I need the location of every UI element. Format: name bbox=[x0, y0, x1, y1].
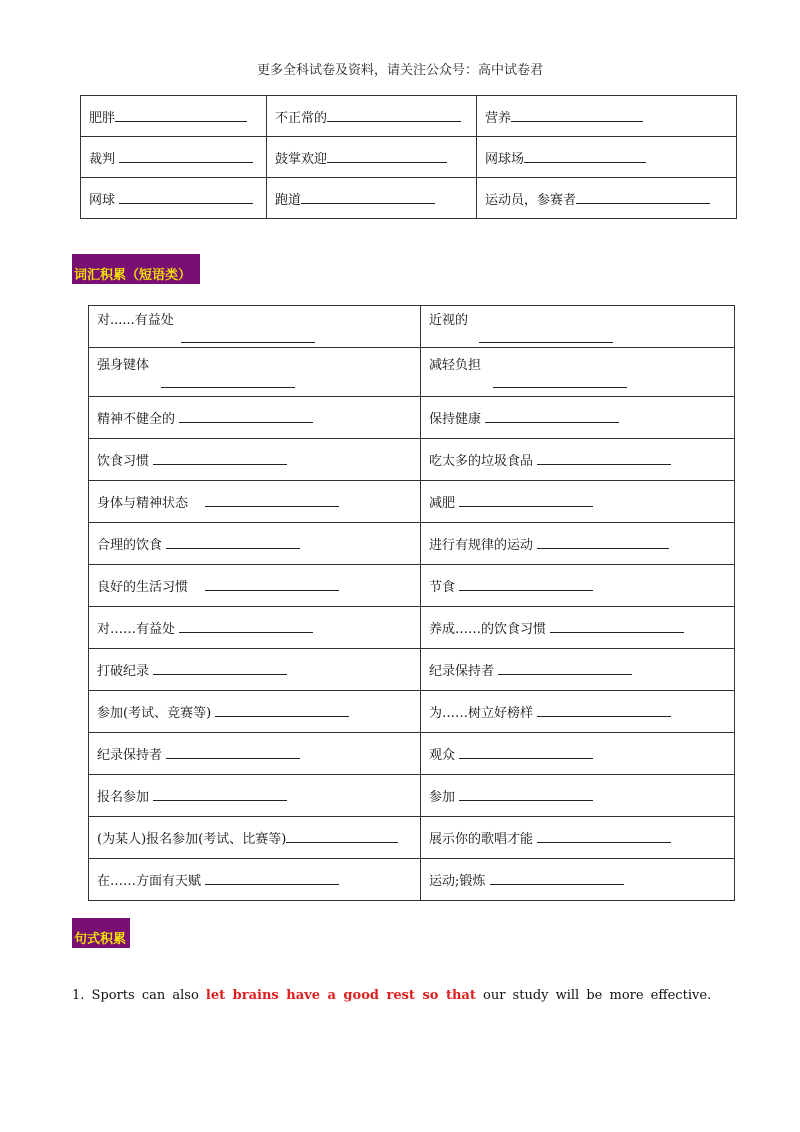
answer-blank[interactable] bbox=[576, 191, 710, 204]
vocab-term: 纪录保持者 bbox=[429, 664, 495, 679]
vocab-term: 合理的饮食 bbox=[97, 538, 163, 553]
vocab-term: 在……方面有天赋 bbox=[97, 874, 202, 889]
answer-blank[interactable] bbox=[119, 191, 253, 204]
table-row bbox=[89, 481, 735, 523]
vocab-cell bbox=[267, 137, 477, 178]
table-row bbox=[81, 96, 737, 137]
vocab-term: 近视的 bbox=[429, 313, 469, 328]
answer-blank[interactable] bbox=[166, 746, 300, 759]
answer-blank[interactable] bbox=[459, 788, 593, 801]
vocab-term: 网球场 bbox=[485, 151, 525, 167]
vocab-cell bbox=[81, 137, 267, 178]
vocab-term: 保持健康 bbox=[429, 412, 482, 427]
vocab-cell bbox=[421, 733, 735, 775]
vocab-term: 展示你的歌唱才能 bbox=[429, 832, 534, 847]
vocab-cell bbox=[89, 565, 421, 607]
table-row bbox=[89, 775, 735, 817]
vocab-cell bbox=[421, 691, 735, 733]
answer-blank[interactable] bbox=[511, 109, 643, 122]
answer-blank[interactable] bbox=[179, 620, 313, 633]
answer-blank[interactable] bbox=[286, 830, 398, 843]
answer-blank[interactable] bbox=[153, 788, 287, 801]
vocab-cell bbox=[421, 348, 735, 397]
vocab-term: 饮食习惯 bbox=[97, 454, 150, 469]
vocab-cell bbox=[421, 439, 735, 481]
vocab-term: 营养 bbox=[485, 110, 512, 126]
table-row bbox=[89, 397, 735, 439]
vocab-term: 吃太多的垃圾食品 bbox=[429, 454, 534, 469]
vocab-cell bbox=[477, 96, 737, 137]
vocab-term: 跑道 bbox=[275, 192, 302, 208]
vocab-term: 网球 bbox=[89, 192, 116, 208]
answer-blank[interactable] bbox=[115, 109, 247, 122]
table-row bbox=[89, 817, 735, 859]
vocab-term: 精神不健全的 bbox=[97, 412, 176, 427]
vocab-term: 观众 bbox=[429, 748, 456, 763]
answer-blank[interactable] bbox=[153, 452, 287, 465]
table-row bbox=[81, 178, 737, 219]
table-row bbox=[89, 306, 735, 348]
answer-blank[interactable] bbox=[181, 330, 315, 343]
answer-blank[interactable] bbox=[327, 150, 447, 163]
table-row bbox=[89, 691, 735, 733]
vocab-cell bbox=[477, 178, 737, 219]
vocab-cell bbox=[421, 817, 735, 859]
answer-blank[interactable] bbox=[493, 375, 627, 388]
answer-blank[interactable] bbox=[459, 746, 593, 759]
sentence-highlight: let brains have a good rest so that bbox=[205, 988, 476, 1003]
vocab-term: 对......有益处 bbox=[97, 313, 174, 328]
vocab-cell bbox=[89, 733, 421, 775]
vocab-term: 减肥 bbox=[429, 496, 456, 511]
answer-blank[interactable] bbox=[301, 191, 435, 204]
vocab-term: 参加 bbox=[429, 790, 456, 805]
vocab-table-phrases bbox=[88, 305, 735, 901]
vocab-cell bbox=[421, 397, 735, 439]
answer-blank[interactable] bbox=[490, 872, 624, 885]
vocab-cell bbox=[89, 523, 421, 565]
vocab-cell bbox=[477, 137, 737, 178]
answer-blank[interactable] bbox=[179, 410, 313, 423]
vocab-term: 报名参加 bbox=[97, 790, 150, 805]
table-row bbox=[81, 137, 737, 178]
vocab-cell bbox=[89, 649, 421, 691]
vocab-cell bbox=[421, 565, 735, 607]
answer-blank[interactable] bbox=[550, 620, 684, 633]
vocab-cell bbox=[421, 481, 735, 523]
answer-blank[interactable] bbox=[537, 536, 669, 549]
table-row bbox=[89, 523, 735, 565]
vocab-cell bbox=[421, 775, 735, 817]
answer-blank[interactable] bbox=[205, 578, 339, 591]
vocab-term: 运动;锻炼 bbox=[429, 874, 486, 889]
vocab-term: 打破纪录 bbox=[97, 664, 150, 679]
vocab-cell bbox=[89, 439, 421, 481]
answer-blank[interactable] bbox=[479, 330, 613, 343]
table-row bbox=[89, 439, 735, 481]
vocab-cell bbox=[89, 348, 421, 397]
answer-blank[interactable] bbox=[537, 830, 671, 843]
answer-blank[interactable] bbox=[537, 452, 671, 465]
table-row bbox=[89, 607, 735, 649]
vocab-term: 纪录保持者 bbox=[97, 748, 163, 763]
answer-blank[interactable] bbox=[327, 109, 461, 122]
vocab-term: 对……有益处 bbox=[97, 622, 176, 637]
vocab-cell bbox=[89, 859, 421, 901]
vocab-cell bbox=[81, 178, 267, 219]
vocab-cell bbox=[81, 96, 267, 137]
section-title-phrases: 词汇积累（短语类） bbox=[72, 254, 200, 284]
vocab-cell bbox=[89, 306, 421, 348]
vocab-cell bbox=[89, 691, 421, 733]
vocab-cell bbox=[421, 649, 735, 691]
answer-blank[interactable] bbox=[205, 872, 339, 885]
vocab-term: 参加(考试、竞赛等) bbox=[97, 706, 212, 721]
answer-blank[interactable] bbox=[205, 494, 339, 507]
vocab-term: 节食 bbox=[429, 580, 456, 595]
vocab-cell bbox=[89, 607, 421, 649]
vocab-term: 鼓掌欢迎 bbox=[275, 151, 328, 167]
vocab-term: 运动员，参赛者 bbox=[485, 192, 577, 208]
table-row bbox=[89, 859, 735, 901]
vocab-cell bbox=[89, 481, 421, 523]
vocab-cell bbox=[267, 178, 477, 219]
vocab-cell bbox=[267, 96, 477, 137]
answer-blank[interactable] bbox=[498, 662, 632, 675]
vocab-table-words bbox=[80, 95, 737, 219]
vocab-term: 进行有规律的运动 bbox=[429, 538, 534, 553]
vocab-term: 强身键体 bbox=[97, 358, 150, 373]
answer-blank[interactable] bbox=[161, 375, 295, 388]
answer-blank[interactable] bbox=[166, 536, 300, 549]
answer-blank[interactable] bbox=[459, 494, 593, 507]
sentence-prefix: 1. Sports can also bbox=[72, 988, 199, 1003]
table-row bbox=[89, 649, 735, 691]
vocab-cell bbox=[421, 523, 735, 565]
example-sentence bbox=[72, 988, 711, 1003]
vocab-cell bbox=[89, 775, 421, 817]
answer-blank[interactable] bbox=[485, 410, 619, 423]
answer-blank[interactable] bbox=[119, 150, 253, 163]
page-header: 更多全科试卷及资料，请关注公众号：高中试卷君 bbox=[256, 63, 543, 78]
vocab-cell bbox=[421, 306, 735, 348]
vocab-term: (为某人)报名参加(考试、比赛等) bbox=[97, 832, 287, 847]
answer-blank[interactable] bbox=[524, 150, 646, 163]
vocab-cell bbox=[89, 397, 421, 439]
answer-blank[interactable] bbox=[537, 704, 671, 717]
table-row bbox=[89, 565, 735, 607]
answer-blank[interactable] bbox=[215, 704, 349, 717]
vocab-term: 为……树立好榜样 bbox=[429, 706, 534, 721]
vocab-term: 养成……的饮食习惯 bbox=[429, 622, 547, 637]
section-title-sentences: 句式积累 bbox=[72, 918, 130, 948]
table-row bbox=[89, 733, 735, 775]
vocab-term: 身体与精神状态 bbox=[97, 496, 189, 511]
answer-blank[interactable] bbox=[459, 578, 593, 591]
vocab-term: 减轻负担 bbox=[429, 358, 482, 373]
vocab-term: 不正常的 bbox=[275, 110, 328, 126]
table-row bbox=[89, 348, 735, 397]
vocab-cell bbox=[421, 607, 735, 649]
vocab-cell bbox=[89, 817, 421, 859]
answer-blank[interactable] bbox=[153, 662, 287, 675]
sentence-suffix: our study will be more effective. bbox=[483, 988, 712, 1003]
vocab-term: 肥胖 bbox=[89, 110, 116, 126]
vocab-term: 裁判 bbox=[89, 151, 116, 167]
vocab-term: 良好的生活习惯 bbox=[97, 580, 189, 595]
vocab-cell bbox=[421, 859, 735, 901]
